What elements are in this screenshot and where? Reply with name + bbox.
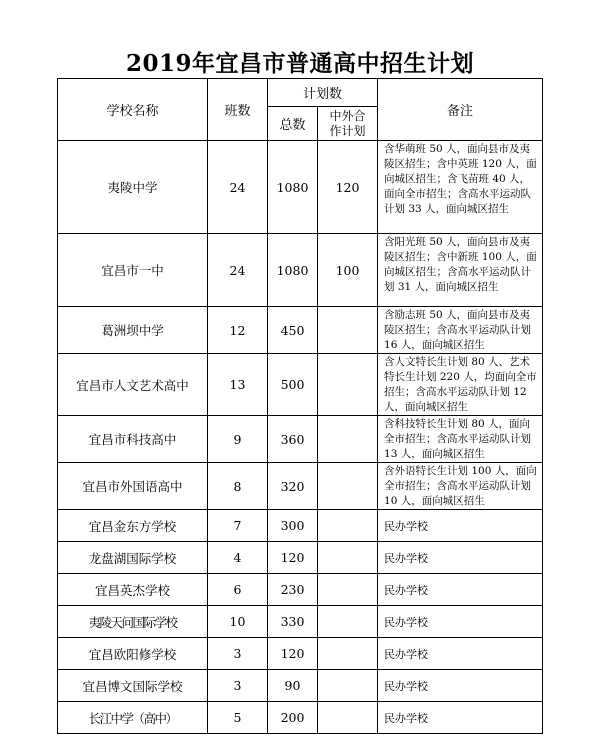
total-count: 120 [268, 638, 318, 670]
table-row [58, 638, 543, 670]
table-row [58, 606, 543, 638]
remark: 民办学校 [378, 606, 543, 638]
class-count: 5 [208, 702, 268, 734]
remark: 民办学校 [378, 510, 543, 542]
total-count: 330 [268, 606, 318, 638]
school-name: 宜昌金东方学校 [58, 510, 208, 542]
coop-count [318, 638, 378, 670]
class-count: 8 [208, 463, 268, 510]
remark: 含外语特长生计划 100 人，面向全市招生；含高水平运动队计划 10 人，面向城区招生 [378, 463, 543, 510]
remark: 含励志班 50 人，面向县市及夷陵区招生；含高水平运动队计划 16 人，面向城区招生 [378, 307, 543, 354]
school-name: 宜昌市外国语高中 [58, 463, 208, 510]
table-row [58, 463, 543, 510]
remark: 民办学校 [378, 670, 543, 702]
header-plan: 计划数 [268, 79, 378, 107]
total-count: 90 [268, 670, 318, 702]
table-row [58, 354, 543, 416]
remark: 民办学校 [378, 542, 543, 574]
school-name: 夷陵天问国际学校 [58, 606, 208, 638]
school-name: 葛洲坝中学 [58, 307, 208, 354]
class-count: 6 [208, 574, 268, 606]
total-count: 200 [268, 702, 318, 734]
class-count: 7 [208, 510, 268, 542]
class-count: 12 [208, 307, 268, 354]
table-row [58, 510, 543, 542]
enrollment-table [57, 78, 543, 734]
coop-count [318, 510, 378, 542]
total-count: 120 [268, 542, 318, 574]
school-name: 龙盘湖国际学校 [58, 542, 208, 574]
class-count: 3 [208, 638, 268, 670]
remark: 含阳光班 50 人，面向县市及夷陵区招生；含中新班 100 人，面向城区招生；含高水平运动队计划 31 人，面向城区招生 [378, 234, 543, 307]
total-count: 230 [268, 574, 318, 606]
coop-count [318, 307, 378, 354]
table-row [58, 542, 543, 574]
coop-count: 100 [318, 234, 378, 307]
school-name: 宜昌欧阳修学校 [58, 638, 208, 670]
class-count: 24 [208, 234, 268, 307]
coop-count: 120 [318, 141, 378, 234]
class-count: 10 [208, 606, 268, 638]
remark: 含人文特长生计划 80 人、艺术特长生计划 220 人，均面向全市招生；含高水平运动队计划 12 人，面向城区招生 [378, 354, 543, 416]
school-name: 宜昌市人文艺术高中 [58, 354, 208, 416]
class-count: 4 [208, 542, 268, 574]
table-row [58, 141, 543, 234]
header-coop [318, 107, 378, 141]
coop-count [318, 542, 378, 574]
page-title: 2019年宜昌市普通高中招生计划 [125, 50, 474, 77]
total-count: 1080 [268, 234, 318, 307]
header-total: 总数 [268, 107, 318, 141]
coop-count [318, 354, 378, 416]
header-classes: 班数 [208, 79, 268, 141]
total-count: 300 [268, 510, 318, 542]
total-count: 500 [268, 354, 318, 416]
school-name: 宜昌市一中 [58, 234, 208, 307]
school-name: 夷陵中学 [58, 141, 208, 234]
remark: 民办学校 [378, 638, 543, 670]
remark: 含科技特长生计划 80 人，面向全市招生；含高水平运动队计划 13 人，面向城区招生 [378, 416, 543, 463]
coop-count [318, 416, 378, 463]
school-name: 宜昌市科技高中 [58, 416, 208, 463]
remark: 民办学校 [378, 574, 543, 606]
header-coop-line1: 中外合 [329, 108, 366, 123]
total-count: 320 [268, 463, 318, 510]
header-coop-line2: 作计划 [329, 123, 366, 138]
table-row [58, 702, 543, 734]
class-count: 3 [208, 670, 268, 702]
school-name: 宜昌博文国际学校 [58, 670, 208, 702]
table-row [58, 574, 543, 606]
coop-count [318, 670, 378, 702]
class-count: 13 [208, 354, 268, 416]
table-row [58, 670, 543, 702]
total-count: 450 [268, 307, 318, 354]
remark: 民办学校 [378, 702, 543, 734]
table-row [58, 416, 543, 463]
table-row [58, 307, 543, 354]
coop-count [318, 463, 378, 510]
remark: 含华萌班 50 人，面向县市及夷陵区招生；含中英班 120 人，面向城区招生；含飞苗班 40 人，面向全市招生；含高水平运动队计划 33 人，面向城区招生 [378, 141, 543, 234]
school-name: 长江中学（高中） [58, 702, 208, 734]
class-count: 24 [208, 141, 268, 234]
total-count: 360 [268, 416, 318, 463]
coop-count [318, 606, 378, 638]
table-row [58, 234, 543, 307]
school-name: 宜昌英杰学校 [58, 574, 208, 606]
coop-count [318, 702, 378, 734]
coop-count [318, 574, 378, 606]
header-remark: 备注 [378, 79, 543, 141]
total-count: 1080 [268, 141, 318, 234]
header-school: 学校名称 [58, 79, 208, 141]
class-count: 9 [208, 416, 268, 463]
